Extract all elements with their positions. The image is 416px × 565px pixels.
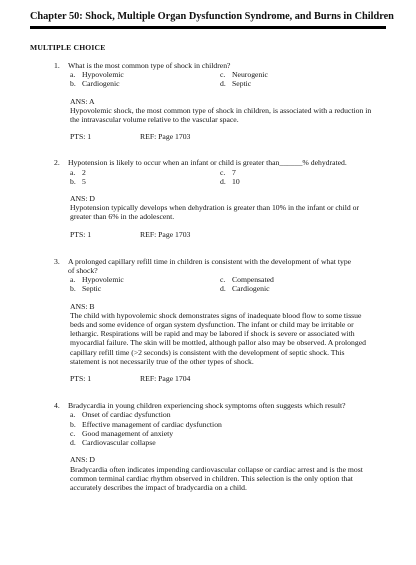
question-text: What is the most common type of shock in children? [68,61,231,70]
answer-options [70,168,396,186]
page-reference: REF: Page 1703 [140,229,191,239]
question-number: 2. [54,158,60,168]
question-text: A prolonged capillary refill time in children is consistent with the development of what type of shock? [68,256,352,276]
answer-key: ANS: B [70,301,95,311]
page-reference: REF: Page 1704 [140,374,191,384]
rationale: Hypotension typically develops when dehydration is greater than 10% in the infant or child or greater than 6% in the adolescent. [70,203,360,222]
question-number: 3. [54,256,60,266]
page-reference: REF: Page 1703 [140,132,191,142]
option-letter: b. [70,419,76,429]
option-d [70,438,396,447]
option-b [70,284,220,293]
points: PTS: 1 [70,229,92,239]
option-a [70,70,220,79]
question-2 [34,158,396,238]
option-letter: b. [70,284,76,294]
option-text: Hypovolemic [82,70,124,80]
option-text: Neurogenic [232,70,268,80]
option-letter: c. [220,70,226,80]
option-text: 10 [232,176,240,186]
answer-block [70,455,396,492]
answer-options [70,410,396,447]
title-rule [30,26,386,29]
answer-block [70,97,396,125]
option-letter: c. [70,428,76,438]
option-letter: c. [220,167,226,177]
question-1 [34,61,396,141]
option-letter: b. [70,176,76,186]
option-c [220,275,370,284]
option-d [220,284,370,293]
answer-options [70,70,396,88]
option-b [70,79,220,88]
question-meta [70,374,396,383]
option-c [70,429,396,438]
option-d [220,177,370,186]
option-text: 7 [232,167,236,177]
question-text: Bradycardia in young children experiencing shock symptoms often suggests which result? [68,401,346,411]
option-text: Cardiovascular collapse [82,438,156,448]
option-letter: c. [220,275,226,285]
option-text: 2 [82,167,86,177]
option-text: Cardiogenic [82,79,120,89]
option-text: Good management of anxiety [82,428,174,438]
rationale: The child with hypovolemic shock demonstrates signs of inadequate blood flow to some tissue beds and some evidence of organ system dysfunction. The infant or child may be irritable or lethargic. Respirations will be rapid and may be labored if shock is severe or associated with myocardial failure. The skin will be mottled, although pallor also may be observed. A prolonged capillary refill time (>2 seconds) is consistent with the development of septic shock. This statement is not necessarily true of the other types of shock. [70,310,366,366]
answer-options [70,275,396,293]
option-text: Hypovolemic [82,275,124,285]
points: PTS: 1 [70,374,92,384]
answer-block [70,302,396,366]
question-text: Hypotension is likely to occur when an infant or child is greater than______% dehydrated. [68,158,347,168]
option-letter: d. [220,176,226,186]
option-c [220,168,370,177]
answer-key: ANS: D [70,455,95,465]
question-meta [70,230,396,239]
answer-key: ANS: D [70,194,95,204]
chapter-title: Chapter 50: Shock, Multiple Organ Dysfunction Syndrome, and Burns in Children [30,11,394,22]
option-a [70,168,220,177]
option-letter: d. [220,284,226,294]
option-c [220,70,370,79]
question-3 [34,257,396,383]
option-text: Compensated [232,275,274,285]
rationale: Bradycardia often indicates impending cardiovascular collapse or cardiac arrest and is the most common terminal cardiac rhythm observed in children. This selection is the only option that accurately describes the impact of bradycardia on a child. [70,464,363,492]
option-letter: d. [220,79,226,89]
option-text: Septic [82,284,102,294]
question-4 [34,401,396,492]
question-number: 1. [54,61,60,70]
option-text: Cardiogenic [232,284,270,294]
option-d [220,79,370,88]
question-number: 4. [54,401,60,411]
answer-key: ANS: A [70,96,95,106]
option-letter: a. [70,275,76,285]
question-stem [34,257,396,275]
option-letter: d. [70,438,76,448]
option-text: Onset of cardiac dysfunction [82,410,171,420]
option-b [70,420,396,429]
option-letter: a. [70,167,76,177]
option-letter: a. [70,410,76,420]
option-b [70,177,220,186]
points: PTS: 1 [70,132,92,142]
answer-block [70,194,396,222]
rationale: Hypovolemic shock, the most common type of shock in children, is associated with a reduction in the intravascular volume relative to the vascular space. [70,105,372,125]
question-meta [70,132,396,141]
option-text: 5 [82,176,86,186]
option-text: Effective management of cardiac dysfunction [82,419,222,429]
section-heading: MULTIPLE CHOICE [30,43,106,52]
option-a [70,410,396,419]
question-stem [34,61,396,70]
option-text: Septic [232,79,252,89]
option-a [70,275,220,284]
option-letter: a. [70,70,76,80]
question-stem [34,401,396,410]
question-stem [34,158,396,167]
option-letter: b. [70,79,76,89]
